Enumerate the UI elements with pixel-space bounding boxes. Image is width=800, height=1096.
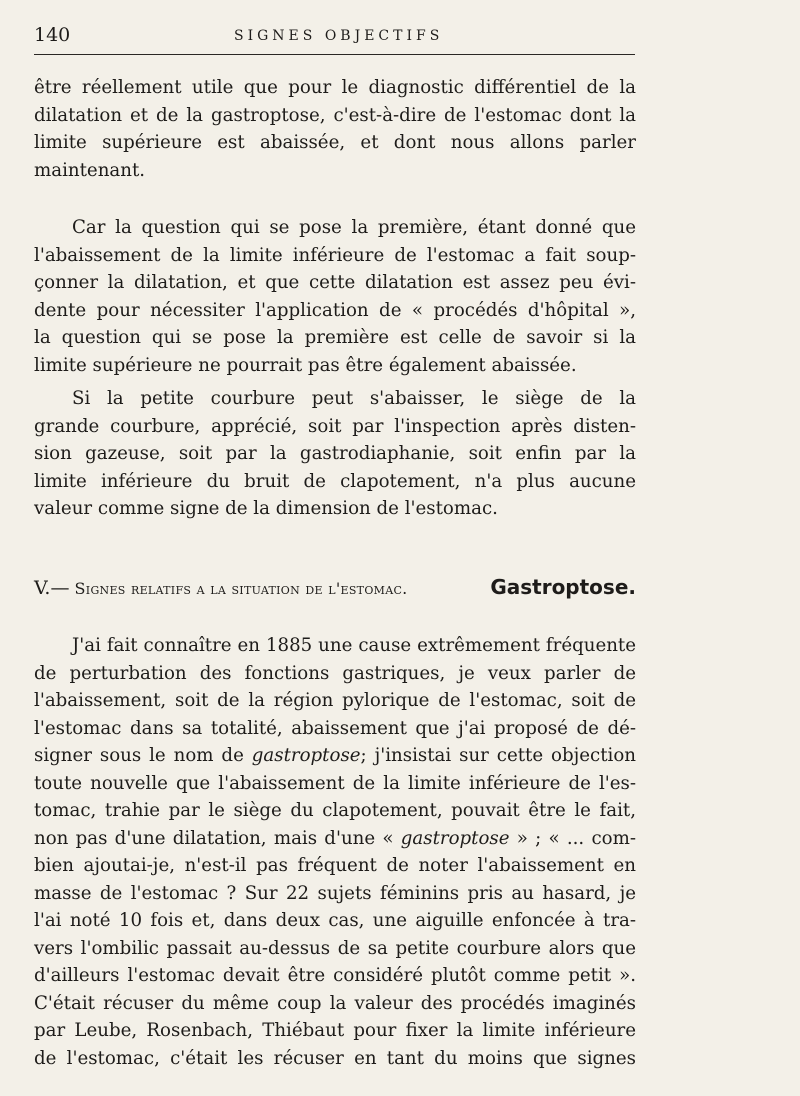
page-number: 140 [34, 24, 71, 46]
text-line: dilatation et de la gastroptose, c'est-à-dire de l'estomac dont la [34, 104, 636, 126]
section-number: V.— [34, 577, 70, 599]
text-line: limite supérieure ne pourrait pas être également abaissée. [34, 354, 577, 376]
text-line: l'abaissement de la limite inférieure de l'estomac a fait soup- [34, 244, 636, 266]
paragraph-gastroptose [34, 632, 636, 1072]
text-line: J'ai fait connaître en 1885 une cause extrêmement fréquente [72, 635, 636, 656]
text-line: bien ajoutai-je, n'est-il pas fréquent de noter l'abaissement en [34, 855, 636, 876]
text-line: valeur comme signe de la dimension de l'estomac. [34, 498, 498, 519]
text-line: la question qui se pose la première est celle de savoir si la [34, 327, 636, 348]
text-line: l'abaissement, soit de la région pylorique de l'estomac, soit de [34, 690, 636, 711]
text-line: C'était récuser du même coup la valeur des procédés imaginés [34, 992, 636, 1014]
text-line: tomac, trahie par le siège du clapotement, pouvait être le fait, [34, 800, 636, 821]
text-line: sion gazeuse, soit par la gastrodiaphanie, soit enfin par la [34, 443, 636, 464]
text-line: çonner la dilatation, et que cette dilatation est assez peu évi- [34, 272, 636, 293]
text-line: signer sous le nom de gastroptose; j'insistai sur cette objection [34, 745, 636, 766]
text-line: limite inférieure du bruit de clapotement, n'a plus aucune [34, 470, 636, 492]
text-line: l'estomac dans sa totalité, abaissement que j'ai proposé de dé- [34, 717, 636, 739]
text-line: maintenant. [34, 159, 146, 181]
paragraph-question [34, 214, 636, 379]
text-line: dente pour nécessiter l'application de « procédés d'hôpital », [34, 299, 636, 321]
text-line: vers l'ombilic passait au-dessus de sa petite courbure alors que [34, 937, 636, 959]
section-heading [34, 577, 636, 607]
text-line: grande courbure, apprécié, soit par l'inspection après disten- [34, 415, 636, 437]
section-bold-title: Gastroptose. [490, 575, 636, 599]
running-head-title: SIGNES OBJECTIFS [234, 28, 444, 44]
section-title: Signes relatifs a la situation de l'estomac. [74, 579, 408, 598]
text-line: de perturbation des fonctions gastriques, je veux parler de [34, 662, 636, 684]
text-line: de l'estomac, c'était les récuser en tant du moins que signes [34, 1047, 636, 1069]
text-line: Car la question qui se pose la première, étant donné que [72, 217, 636, 238]
paragraph-continuation [34, 74, 636, 184]
text-line: par Leube, Rosenbach, Thiébaut pour fixer la limite inférieure [34, 1020, 636, 1041]
text-line: être réellement utile que pour le diagnostic différentiel de la [34, 77, 636, 98]
text-line: toute nouvelle que l'abaissement de la limite inférieure de l'es- [34, 772, 636, 794]
paragraph-petite-courbure [34, 385, 636, 523]
text-line: non pas d'une dilatation, mais d'une « gastroptose » ; « ... com- [34, 827, 636, 849]
text-line: d'ailleurs l'estomac devait être considéré plutôt comme petit ». [34, 965, 636, 986]
header-rule [34, 54, 635, 55]
running-head [34, 24, 634, 52]
text-line: masse de l'estomac ? Sur 22 sujets féminins pris au hasard, je [34, 882, 636, 904]
text-line: limite supérieure est abaissée, et dont nous allons parler [34, 132, 636, 153]
text-line: l'ai noté 10 fois et, dans deux cas, une aiguille enfoncée à tra- [34, 910, 636, 931]
text-line: Si la petite courbure peut s'abaisser, le siège de la [72, 388, 636, 409]
